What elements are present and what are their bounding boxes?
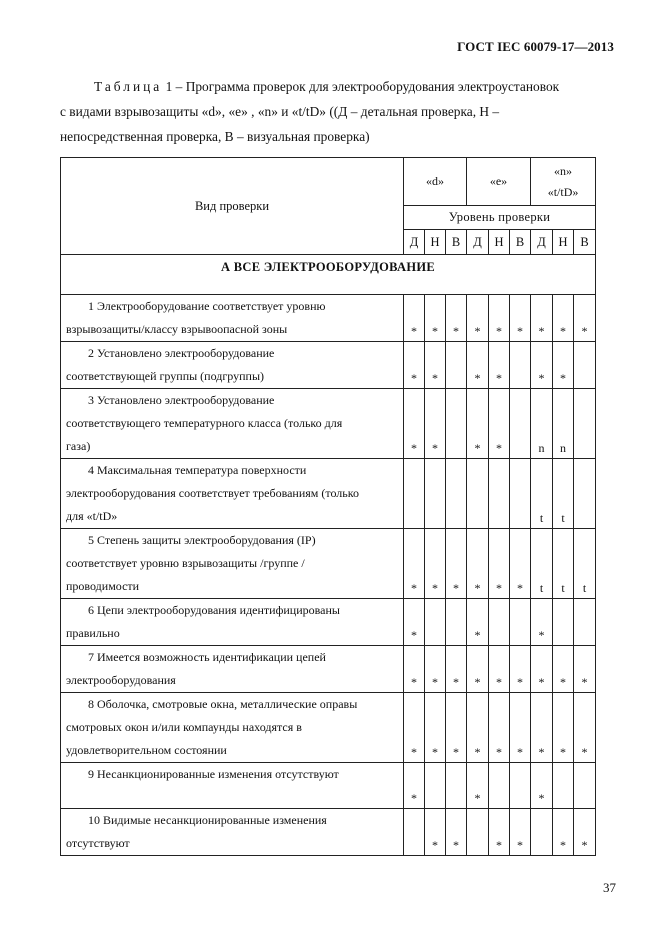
mark-cell	[574, 763, 596, 809]
description-line: проводимости	[66, 579, 140, 593]
mark-cell	[510, 459, 531, 529]
mark-cell: *	[531, 693, 553, 763]
mark-cell: *	[446, 529, 467, 599]
mark-cell: *	[425, 809, 446, 856]
mark-cell: n	[531, 389, 553, 459]
mark-cell	[467, 809, 489, 856]
mark-cell: *	[574, 295, 596, 342]
check-description	[61, 693, 404, 763]
mark-cell: *	[489, 693, 510, 763]
mark-cell: *	[446, 693, 467, 763]
mark-cell: *	[489, 389, 510, 459]
mark-cell: *	[467, 342, 489, 389]
mark-cell: t	[553, 529, 574, 599]
mark-cell	[510, 763, 531, 809]
page-number: 37	[603, 880, 616, 895]
check-description	[61, 646, 404, 693]
description-line: смотровых окон и/или компаунды находятся в	[66, 720, 302, 734]
mark-cell: *	[574, 693, 596, 763]
mark-cell: *	[446, 809, 467, 856]
mark-cell	[404, 809, 425, 856]
description-line: 8 Оболочка, смотровые окна, металлические оправы	[88, 697, 358, 711]
description-line: 7 Имеется возможность идентификации цепей	[88, 650, 326, 664]
check-description	[61, 529, 404, 599]
description-line: 9 Несанкционированные изменения отсутствуют	[88, 767, 339, 781]
description-line: 2 Установлено электрооборудование	[88, 346, 275, 360]
description-line: газа)	[66, 439, 91, 453]
mark-cell: *	[467, 529, 489, 599]
mark-cell: *	[425, 295, 446, 342]
subcol-header: Д	[467, 230, 489, 255]
mark-cell: *	[404, 646, 425, 693]
mark-cell	[446, 342, 467, 389]
subcol-header: В	[446, 230, 467, 255]
description-line: 1 Электрооборудование соответствует уровню	[88, 299, 326, 313]
mark-cell: n	[553, 389, 574, 459]
check-description	[61, 342, 404, 389]
mark-cell: *	[467, 646, 489, 693]
mark-cell: *	[489, 809, 510, 856]
mark-cell: *	[404, 599, 425, 646]
mark-cell: *	[510, 646, 531, 693]
description-line: 10 Видимые несанкционированные изменения	[88, 813, 327, 827]
check-description	[61, 295, 404, 342]
caption-label: Таблица	[94, 79, 163, 94]
group-header-e: «е»	[467, 158, 531, 206]
description-line: правильно	[66, 626, 120, 640]
mark-cell: *	[404, 763, 425, 809]
mark-cell	[404, 459, 425, 529]
mark-cell: *	[531, 763, 553, 809]
mark-cell: *	[553, 646, 574, 693]
inspection-table	[60, 157, 596, 856]
subcol-header: В	[510, 230, 531, 255]
description-line: 4 Максимальная температура поверхности	[88, 463, 307, 477]
mark-cell: *	[404, 295, 425, 342]
mark-cell	[425, 459, 446, 529]
mark-cell: t	[531, 529, 553, 599]
mark-cell	[574, 389, 596, 459]
mark-cell	[553, 599, 574, 646]
check-description	[61, 389, 404, 459]
mark-cell	[467, 459, 489, 529]
group-header-ttd: «t/tD»	[547, 184, 579, 199]
mark-cell: *	[446, 295, 467, 342]
group-header-n: «n»	[554, 163, 573, 178]
mark-cell: *	[553, 342, 574, 389]
mark-cell: *	[404, 342, 425, 389]
mark-cell	[574, 342, 596, 389]
mark-cell: *	[531, 295, 553, 342]
description-line: соответствует уровню взрывозащиты /группе /	[66, 556, 305, 570]
subcol-header: Д	[531, 230, 553, 255]
mark-cell: *	[553, 809, 574, 856]
mark-cell: *	[425, 529, 446, 599]
document-code: ГОСТ IEC 60079-17—2013	[457, 39, 614, 54]
caption-line-3: непосредственная проверка, В – визуальная проверка)	[60, 129, 370, 144]
table-row	[61, 295, 596, 342]
description-line: отсутствуют	[66, 836, 130, 850]
mark-cell: *	[574, 809, 596, 856]
mark-cell: *	[467, 693, 489, 763]
mark-cell: *	[510, 529, 531, 599]
description-line: электрооборудования	[66, 673, 176, 687]
check-description	[61, 809, 404, 856]
mark-cell: *	[531, 646, 553, 693]
mark-cell: *	[425, 342, 446, 389]
table-row	[61, 599, 596, 646]
caption-line-2: с видами взрывозащиты «d», «е» , «n» и «t/tD» ((Д – детальная проверка, Н –	[60, 104, 500, 119]
table-row	[61, 342, 596, 389]
description-line: электрооборудования соответствует требованиям (только	[66, 486, 359, 500]
mark-cell: *	[467, 763, 489, 809]
mark-cell: *	[553, 295, 574, 342]
mark-cell: t	[553, 459, 574, 529]
mark-cell	[510, 342, 531, 389]
description-line: для «t/tD»	[66, 509, 118, 523]
subcol-header: Н	[553, 230, 574, 255]
group-header-d: «d»	[404, 158, 467, 206]
description-line: соответствующей группы (подгруппы)	[66, 369, 265, 383]
mark-cell: *	[425, 693, 446, 763]
table-row	[61, 809, 596, 856]
mark-cell: t	[531, 459, 553, 529]
mark-cell	[446, 599, 467, 646]
subcol-header: Д	[404, 230, 425, 255]
mark-cell	[574, 459, 596, 529]
subcol-header: В	[574, 230, 596, 255]
mark-cell: *	[425, 389, 446, 459]
section-a-title: А ВСЕ ЭЛЕКТРООБОРУДОВАНИЕ	[61, 255, 596, 295]
mark-cell: *	[574, 646, 596, 693]
mark-cell: *	[510, 809, 531, 856]
mark-cell: *	[489, 646, 510, 693]
check-description	[61, 763, 404, 809]
table-row	[61, 763, 596, 809]
mark-cell: *	[467, 389, 489, 459]
table-row	[61, 459, 596, 529]
mark-cell	[446, 763, 467, 809]
level-header: Уровень проверки	[404, 206, 596, 230]
caption-number: 1	[165, 79, 173, 94]
mark-cell	[489, 459, 510, 529]
mark-cell: *	[489, 295, 510, 342]
mark-cell: *	[467, 295, 489, 342]
mark-cell: *	[404, 389, 425, 459]
table-row	[61, 646, 596, 693]
mark-cell: *	[467, 599, 489, 646]
mark-cell	[574, 599, 596, 646]
mark-cell	[489, 763, 510, 809]
mark-cell	[446, 389, 467, 459]
check-description	[61, 459, 404, 529]
description-line: удовлетворительном состоянии	[66, 743, 227, 757]
mark-cell	[510, 599, 531, 646]
description-line: 5 Степень защиты электрооборудования (IP)	[88, 533, 316, 547]
mark-cell: *	[510, 295, 531, 342]
mark-cell: *	[446, 646, 467, 693]
table-caption	[60, 74, 613, 149]
mark-cell	[489, 599, 510, 646]
mark-cell: t	[574, 529, 596, 599]
caption-line-1: – Программа проверок для электрооборудования электроустановок	[172, 79, 560, 94]
mark-cell: *	[531, 342, 553, 389]
mark-cell: *	[553, 693, 574, 763]
mark-cell	[510, 389, 531, 459]
mark-cell: *	[404, 693, 425, 763]
mark-cell: *	[489, 342, 510, 389]
mark-cell	[425, 763, 446, 809]
mark-cell: *	[531, 599, 553, 646]
column-header-check-type: Вид проверки	[61, 158, 404, 255]
mark-cell: *	[404, 529, 425, 599]
description-line: соответствующего температурного класса (только для	[66, 416, 343, 430]
mark-cell	[446, 459, 467, 529]
description-line: 3 Установлено электрооборудование	[88, 393, 275, 407]
table-row	[61, 693, 596, 763]
check-description	[61, 599, 404, 646]
table-row	[61, 389, 596, 459]
subcol-header: Н	[425, 230, 446, 255]
mark-cell: *	[425, 646, 446, 693]
description-line: взрывозащиты/классу взрывоопасной зоны	[66, 322, 288, 336]
group-header-n-ttd	[531, 158, 596, 206]
mark-cell: *	[510, 693, 531, 763]
description-line: 6 Цепи электрооборудования идентифицированы	[88, 603, 340, 617]
mark-cell	[425, 599, 446, 646]
mark-cell: *	[489, 529, 510, 599]
table-row	[61, 529, 596, 599]
mark-cell	[531, 809, 553, 856]
subcol-header: Н	[489, 230, 510, 255]
mark-cell	[553, 763, 574, 809]
